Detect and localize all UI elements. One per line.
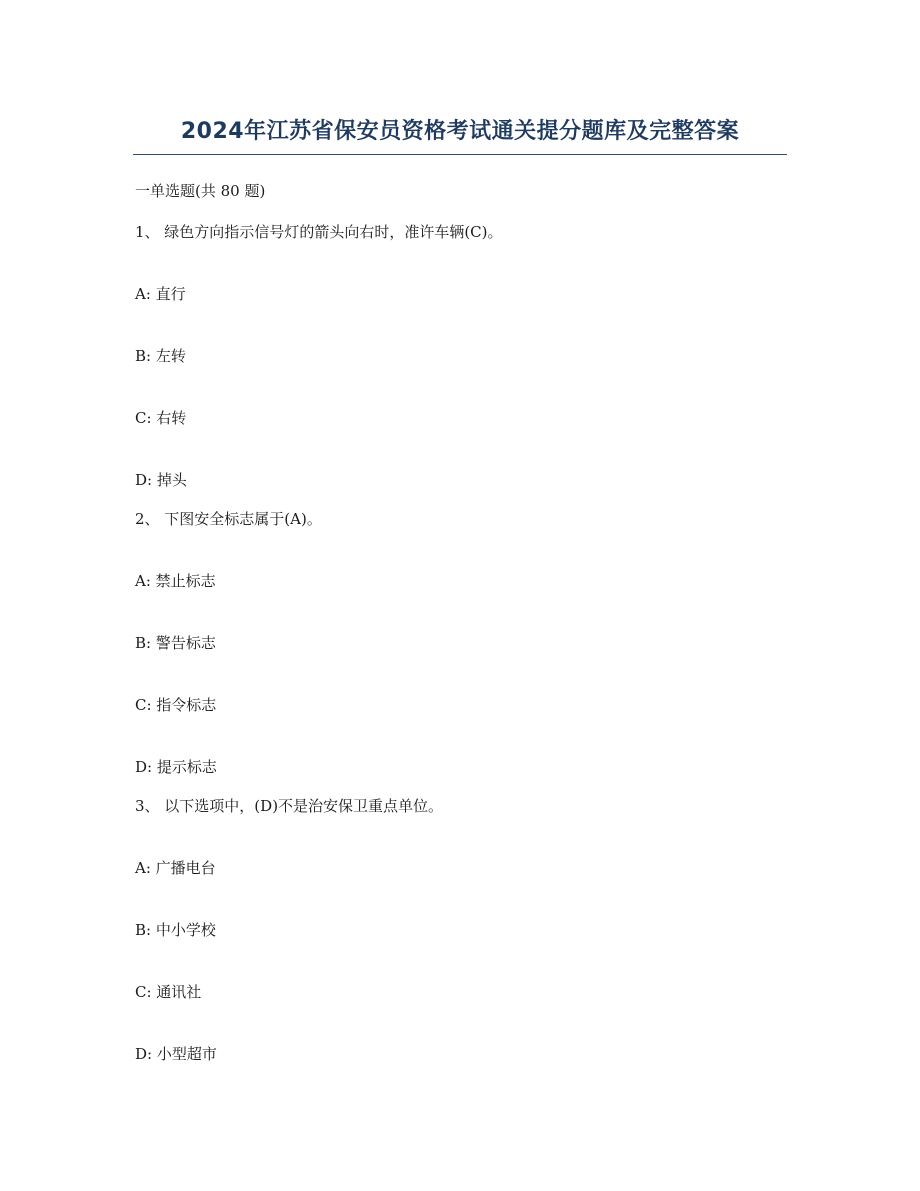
document-title: 2024年江苏省保安员资格考试通关提分题库及完整答案 — [180, 119, 740, 144]
option-b: B: 警告标志 — [135, 634, 216, 652]
question-stem: 1、 绿色方向指示信号灯的箭头向右时，准许车辆(C)。 — [135, 223, 503, 241]
option-d: D: 掉头 — [135, 471, 187, 489]
option-c: C: 指令标志 — [135, 696, 217, 714]
option-a: A: 广播电台 — [135, 859, 216, 877]
option-d: D: 提示标志 — [135, 758, 217, 776]
question-stem: 2、 下图安全标志属于(A)。 — [135, 510, 322, 528]
option-a: A: 禁止标志 — [135, 572, 216, 590]
option-c: C: 右转 — [135, 409, 187, 427]
option-d: D: 小型超市 — [135, 1045, 217, 1063]
title-divider — [133, 154, 787, 155]
section-heading: 一单选题(共 80 题) — [135, 182, 266, 200]
option-a: A: 直行 — [135, 285, 186, 303]
option-c: C: 通讯社 — [135, 983, 202, 1001]
option-b: B: 左转 — [135, 347, 186, 365]
option-b: B: 中小学校 — [135, 921, 216, 939]
question-stem: 3、 以下选项中，(D)不是治安保卫重点单位。 — [135, 797, 444, 815]
